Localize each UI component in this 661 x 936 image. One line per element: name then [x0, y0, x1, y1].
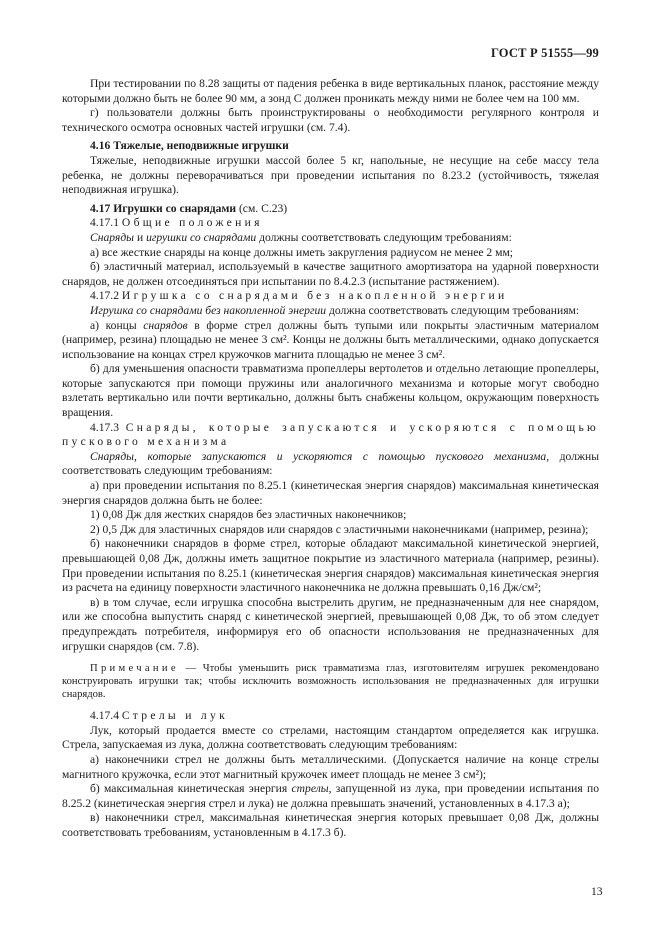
term: стрелы: [291, 782, 329, 796]
text-run: в форме стрел должны быть тупыми или покрыты эластичным материалом (например, резина) площадью не менее 3 см². Концы не должны быть металлическими, однако допускается использование на концах стрел кружочков магнита площадью не менее 3 см².: [62, 318, 599, 361]
list-item: б) для уменьшения опасности травматизма пропеллеры вертолетов и отдельно летающие пропеллеры, которые запускаются при помощи пружины или аналогичного механизма и которые могут свободно взлетать вертикально или почти вертикально, должны быть снабжены кольцом, окружающим поверхность вращения.: [62, 362, 599, 420]
subsection-heading-4-17-1: [62, 216, 599, 231]
subsection-heading-4-17-3: [62, 421, 599, 450]
list-item: 1) 0,08 Дж для жестких снарядов без эластичных наконечников;: [90, 508, 407, 522]
note-label: Примечание: [90, 663, 179, 675]
section-heading-4-16: [62, 139, 599, 154]
note: [62, 662, 599, 701]
subsection-title: Стрелы и лук: [121, 709, 229, 723]
paragraph: [62, 450, 599, 479]
document-header: ГОСТ Р 51555—99: [490, 46, 599, 60]
subsection-number: 4.17.4: [90, 709, 122, 723]
note-text: — Чтобы уменьшить риск травматизма глаз, изготовителям игрушек рекомендовано конструировать игрушки так; чтобы исключить возможность использования не предназначенных для игрушки снарядов.: [62, 663, 599, 701]
text-run: и: [134, 230, 147, 244]
list-item: [62, 319, 599, 363]
term: Игрушка со снарядами без накопленной энергии: [90, 303, 327, 317]
list-item: г) пользователи должны быть проинструктированы о необходимости регулярного контроля и технического осмотра основных частей игрушки (см. 7.4).: [62, 106, 599, 134]
page-number: 13: [591, 885, 603, 898]
paragraph: [62, 304, 599, 319]
section-title: 4.16 Тяжелые, неподвижные игрушки: [90, 139, 289, 153]
text-run: б) максимальная кинетическая энергия: [90, 782, 292, 796]
text-run: должны соответствовать следующим требованиям:: [256, 230, 512, 244]
subsection-number: 4.17.3: [90, 420, 126, 434]
paragraph: Тяжелые, неподвижные игрушки массой более 5 кг, напольные, не несущие на себе массу тела ребенка, не должны переворачиваться при проведении испытания по 8.23.2 (устойчивость, тяжелая неподвижная игрушка).: [62, 153, 599, 197]
text-run: должна соответствовать следующим требованиям:: [326, 303, 580, 317]
paragraph: [62, 231, 599, 246]
text-run: , запущенной из лука, при проведении испытания по 8.25.2 (кинетическая энергия стрел и лука) не должна превышать значений, установленных в 4.17.3 а);: [62, 782, 599, 810]
list-item: в) наконечники стрел, максимальная кинетическая энергия которых превышает 0,08 Дж, должны соответствовать требованиям, установленным в 4.17.3 б).: [62, 811, 599, 839]
list-item: а) при проведении испытания по 8.25.1 (кинетическая энергия снарядов) максимальная кинетическая энергия снарядов должна быть не более:: [62, 479, 599, 507]
document-body: [62, 77, 599, 841]
subsection-number: 4.17.1: [90, 216, 122, 230]
subsection-heading-4-17-4: [62, 709, 599, 724]
list-item: [62, 782, 599, 811]
subsection-number: 4.17.2: [90, 289, 122, 303]
list-item: 2) 0,5 Дж для эластичных снарядов или снарядов с эластичными наконечниками (например, резина);: [90, 522, 589, 536]
list-item: а) все жесткие снаряды на конце должны иметь закругления радиусом не менее 2 мм;: [90, 245, 514, 259]
subsection-title: Игрушка со снарядами без накопленной энергии: [121, 289, 508, 303]
subsection-title: Снаряды, которые запускаются и ускоряются с помощью пускового механизма: [62, 420, 599, 449]
text-run: должны соответствовать следующим требованиям:: [62, 449, 599, 478]
paragraph: При тестировании по 8.28 защиты от падения ребенка в виде вертикальных планок, расстояние между которыми должно быть не более 90 мм, а зонд C должен проникать между ними не более чем на 100 мм.: [62, 77, 599, 105]
subsection-heading-4-17-2: [62, 289, 599, 304]
text-run: а) концы: [90, 318, 144, 332]
term: Снаряды, которые запускаются и ускоряются с помощью пускового механизма,: [90, 449, 550, 463]
list-item: в) в том случае, если игрушка способна выстрелить другим, не предназначенным для нее снарядом, или же способна выпустить снаряд с кинетической энергией, превышающей 0,08 Дж, то об этом следует предупреждать потребителя, информируя его об опасности использования не предназначенных для игрушки снарядов (см. 7.8).: [62, 595, 599, 653]
paragraph: Лук, который продается вместе со стрелами, настоящим стандартом определяется как игрушка. Стрела, запускаемая из лука, должна соответствовать следующим требованиям:: [62, 723, 599, 752]
list-item: б) наконечники снарядов в форме стрел, которые обладают максимальной кинетической энергией, превышающей 0,08 Дж, должны иметь защитное покрытие из эластичного материала (например, резины). При проведении испытания по 8.25.1 (кинетическая энергия снарядов) максимальная кинетическая энергия из расчета на единицу поверхности эластичного наконечника не должна превышать 0,16 Дж/см²;: [62, 537, 599, 595]
subsection-title: Общие положения: [121, 216, 263, 230]
term: игрушки со снарядами: [146, 230, 257, 244]
term: Снаряды: [90, 230, 135, 244]
list-item: б) эластичный материал, используемый в качестве защитного амортизатора на ударной поверхности снарядов, не должен отсоединяться при испытании по 8.4.2.3 (испытание растяжением).: [62, 260, 599, 288]
list-item: а) наконечники стрел не должны быть металлическими. (Допускается наличие на конце стрелы магнитного кружочка, если этот магнитный кружочек имеет площадь не менее 3 см²);: [62, 752, 599, 781]
section-reference: (см. С.23): [236, 201, 288, 215]
term: снарядов: [143, 318, 188, 332]
section-heading-4-17: [62, 202, 599, 217]
section-title: 4.17 Игрушки со снарядами: [90, 201, 237, 215]
